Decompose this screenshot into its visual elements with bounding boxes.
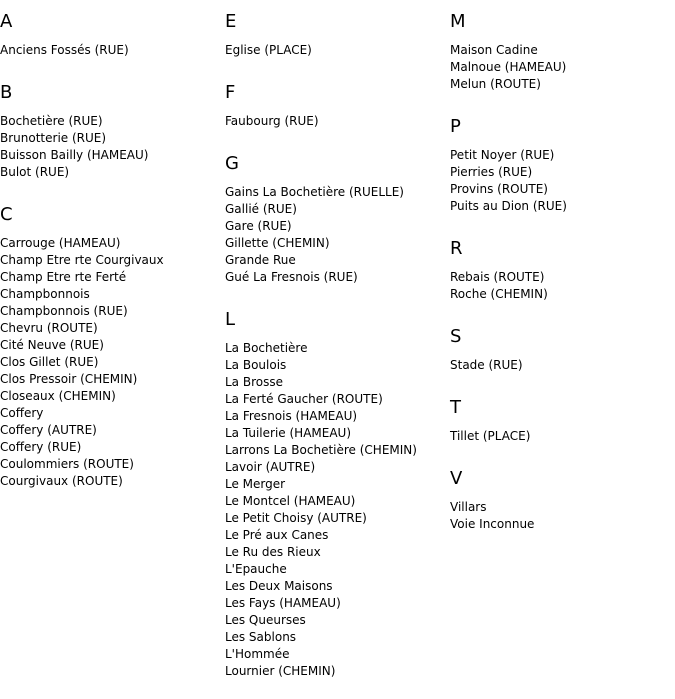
section-letter-heading: A [0,11,13,32]
street-name: Voie Inconnue [450,517,535,531]
street-list [450,259,675,315]
street-name: Larrons La Bochetière (CHEMIN) [225,443,417,457]
street-name: Brunotterie (RUE) [0,131,107,145]
section-letter-heading: P [450,116,461,137]
street-name: Pierries (RUE) [450,165,533,179]
section-letter-heading: G [225,153,239,174]
street-name: Gillette (CHEMIN) [225,236,330,250]
street-name: Le Petit Choisy (AUTRE) [225,511,367,525]
street-name: Anciens Fossés (RUE) [0,43,129,57]
section-letter-heading: R [450,238,463,259]
street-name: Gains La Bochetière (RUELLE) [225,185,404,199]
letter-section [450,227,675,315]
street-name: Champ Etre rte Courgivaux [0,253,164,267]
street-name: Bulot (RUE) [0,165,70,179]
street-name: Closeaux (CHEMIN) [0,389,116,403]
street-name: Stade (RUE) [450,358,523,372]
street-list [0,103,225,193]
letter-section [450,105,675,227]
letter-section [450,386,675,457]
street-name: Clos Gillet (RUE) [0,355,99,369]
letter-section [450,315,675,386]
section-letter-heading: L [225,309,236,330]
street-list [0,225,225,502]
letter-section [225,142,450,298]
street-name: Les Fays (HAMEAU) [225,596,341,610]
street-name: Melun (ROUTE) [450,77,541,91]
section-letter-heading: C [0,204,13,225]
street-name: Les Sablons [225,630,297,644]
street-name: Clos Pressoir (CHEMIN) [0,372,138,386]
street-list [450,489,675,545]
street-name: La Boulois [225,358,287,372]
street-name: La Brosse [225,375,283,389]
street-name: Faubourg (RUE) [225,114,319,128]
street-name: Gué La Fresnois (RUE) [225,270,358,284]
street-name: La Bochetière [225,341,308,355]
street-name: Malnoue (HAMEAU) [450,60,567,74]
letter-section [450,0,675,105]
street-name: La Ferté Gaucher (ROUTE) [225,392,383,406]
index-column-3 [450,0,675,545]
section-letter-heading: T [450,397,461,418]
street-name: Le Merger [225,477,286,491]
street-name: Le Pré aux Canes [225,528,329,542]
section-letter-heading: M [450,11,466,32]
street-name: Champ Etre rte Ferté [0,270,127,284]
street-name: Rebais (ROUTE) [450,270,545,284]
street-list [450,418,675,457]
street-name: Villars [450,500,487,514]
street-name: Lournier (CHEMIN) [225,664,336,678]
street-name: Maison Cadine [450,43,538,57]
street-name: Petit Noyer (RUE) [450,148,555,162]
street-name: Provins (ROUTE) [450,182,548,196]
street-list [450,32,675,105]
letter-section [225,0,450,71]
index-column-1 [0,0,225,502]
street-list [225,330,450,692]
letter-section [225,71,450,142]
street-name: La Tuilerie (HAMEAU) [225,426,352,440]
street-name: Lavoir (AUTRE) [225,460,316,474]
street-list [225,174,450,298]
street-name: Coffery [0,406,44,420]
section-letter-heading: S [450,326,462,347]
street-list [225,103,450,142]
street-name: Gare (RUE) [225,219,292,233]
letter-section [225,298,450,692]
street-name: Gallié (RUE) [225,202,297,216]
street-name: Cité Neuve (RUE) [0,338,104,352]
street-name: Le Ru des Rieux [225,545,321,559]
street-name: Bochetière (RUE) [0,114,103,128]
street-name: Les Deux Maisons [225,579,333,593]
street-name: Carrouge (HAMEAU) [0,236,121,250]
street-name: Buisson Bailly (HAMEAU) [0,148,149,162]
street-name: Les Queurses [225,613,306,627]
letter-section [0,0,225,71]
street-list [450,137,675,227]
street-name: Eglise (PLACE) [225,43,312,57]
section-letter-heading: F [225,82,236,103]
letter-section [450,457,675,545]
section-letter-heading: B [0,82,13,103]
street-name: La Fresnois (HAMEAU) [225,409,358,423]
street-name: Champbonnois [0,287,90,301]
section-letter-heading: V [450,468,463,489]
street-name: Grande Rue [225,253,296,267]
street-name: Roche (CHEMIN) [450,287,548,301]
street-list [0,32,225,71]
street-name: Coffery (AUTRE) [0,423,97,437]
street-name: Coffery (RUE) [0,440,82,454]
street-name: Courgivaux (ROUTE) [0,474,123,488]
street-list [225,32,450,71]
street-name: L'Epauche [225,562,287,576]
street-list [450,347,675,386]
street-name: Tillet (PLACE) [450,429,531,443]
street-name: Chevru (ROUTE) [0,321,98,335]
street-name: L'Hommée [225,647,290,661]
street-name: Le Montcel (HAMEAU) [225,494,356,508]
street-name: Puits au Dion (RUE) [450,199,567,213]
letter-section [0,71,225,193]
street-name: Coulommiers (ROUTE) [0,457,134,471]
index-column-2 [225,0,450,692]
section-letter-heading: E [225,11,237,32]
street-name: Champbonnois (RUE) [0,304,128,318]
letter-section [0,193,225,502]
